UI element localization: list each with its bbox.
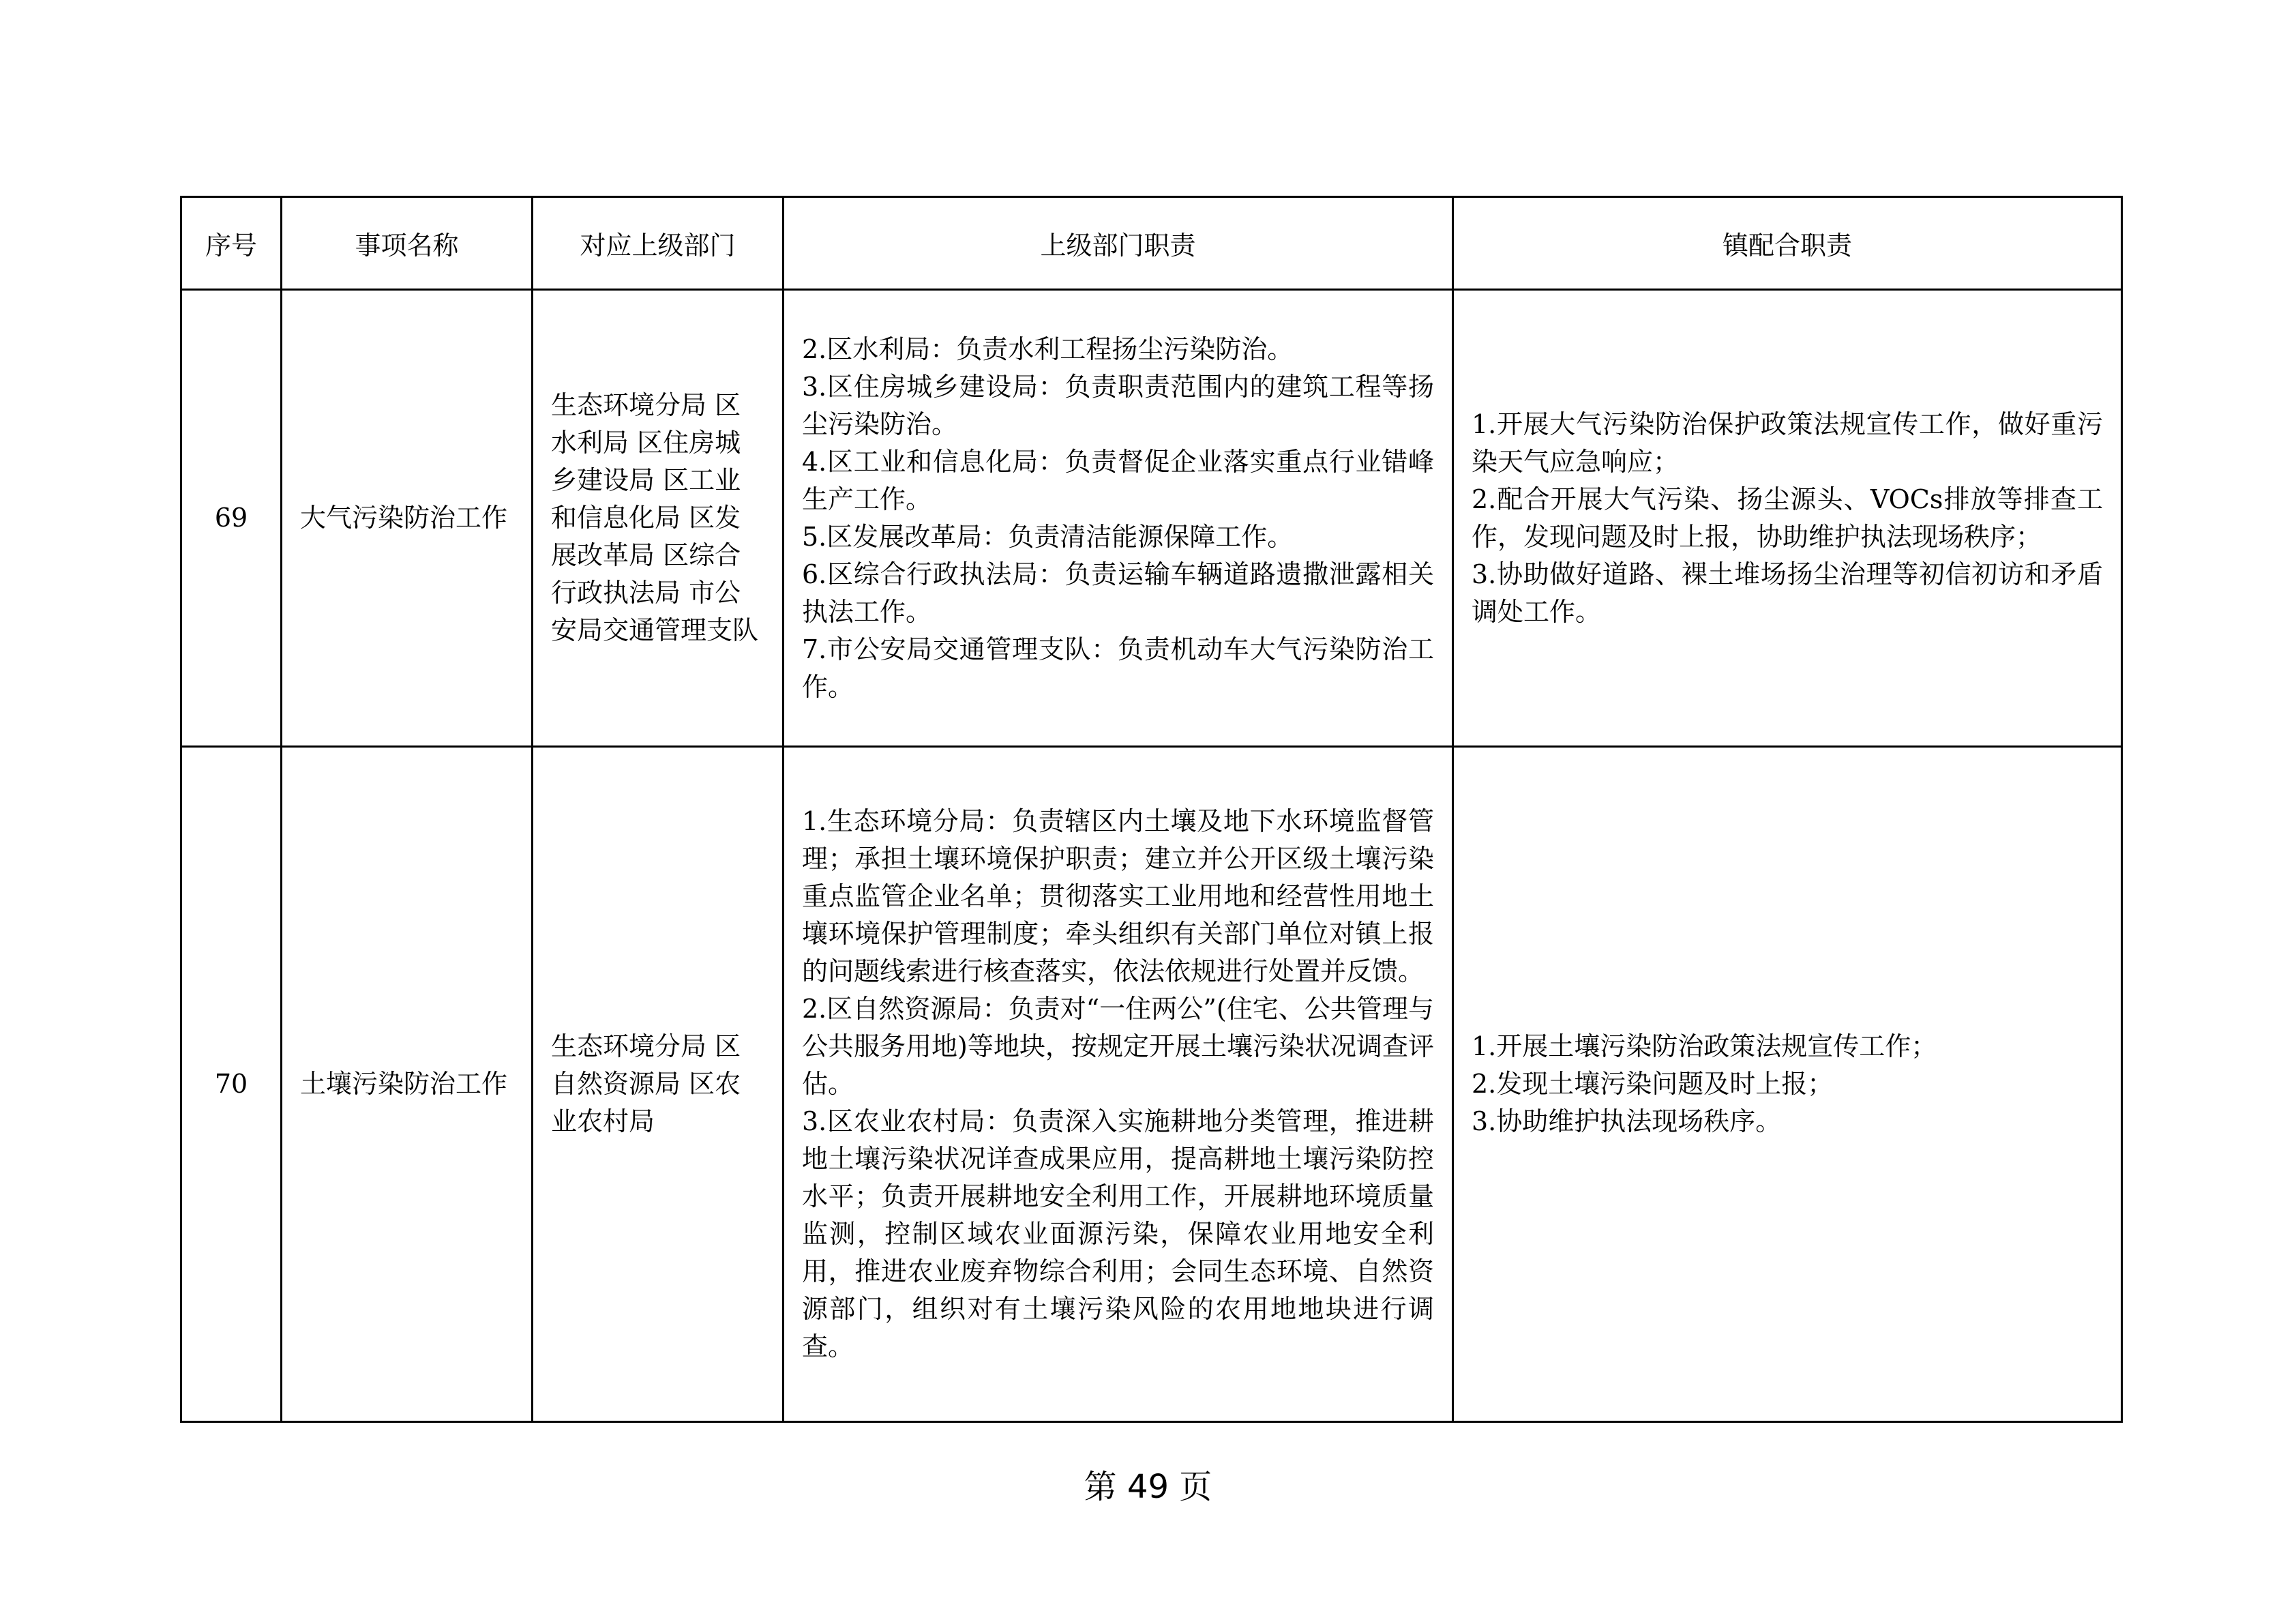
table-header-row (181, 197, 2122, 290)
duty-line: 2.发现土壤污染问题及时上报； (1472, 1069, 1834, 1099)
duty-line: 3.区农业农村局：负责深入实施耕地分类管理，推进耕地土壤污染状况详查成果应用，提高耕地土壤污染防控水平；负责开展耕地安全利用工作，开展耕地环境质量监测，控制区域农业面源污染，保障农业用地安全利用，推进农业废弃物综合利用；会同生态环境、自然资源部门，组织对有土壤污染风险的农用地地块进行调查。 (802, 1106, 1434, 1361)
header-no: 序号 (181, 197, 282, 290)
header-name: 事项名称 (282, 197, 533, 290)
duty-line: 1.开展土壤污染防治政策法规宣传工作； (1472, 1031, 1937, 1061)
duty-line: 2.区自然资源局：负责对“一住两公”(住宅、公共管理与公共服务用地)等地块，按规定开展土壤污染状况调查评估。 (802, 994, 1434, 1099)
page-suffix: 页 (1179, 1468, 1212, 1506)
duty-line: 2.区水利局：负责水利工程扬尘污染防治。 (802, 334, 1294, 364)
upper-department-duties (784, 747, 1453, 1422)
duty-line: 2.配合开展大气污染、扬尘源头、VOCs排放等排查工作，发现问题及时上报，协助维护执法现场秩序； (1472, 484, 2103, 552)
duty-table (180, 196, 2123, 1423)
page-number: 49 (1127, 1468, 1169, 1506)
duty-line: 3.协助维护执法现场秩序。 (1472, 1106, 1782, 1136)
header-upper-duty: 上级部门职责 (784, 197, 1453, 290)
duty-line: 1.生态环境分局：负责辖区内土壤及地下水环境监督管理；承担土壤环境保护职责；建立并公开区级土壤污染重点监管企业名单；贯彻落实工业用地和经营性用地土壤环境保护管理制度；牵头组织有关部门单位对镇上报的问题线索进行核查落实，依法依规进行处置并反馈。 (802, 806, 1434, 986)
duty-line: 3.区住房城乡建设局：负责职责范围内的建筑工程等扬尘污染防治。 (802, 371, 1434, 439)
duty-line: 5.区发展改革局：负责清洁能源保障工作。 (802, 521, 1294, 552)
upper-department: 生态环境分局 区水利局 区住房城乡建设局 区工业和信息化局 区发展改革局 区综合行政执法局 市公安局交通管理支队 (533, 290, 784, 747)
upper-department: 生态环境分局 区自然资源局 区农业农村局 (533, 747, 784, 1422)
row-number: 69 (181, 290, 282, 747)
town-cooperation-duties (1453, 290, 2122, 747)
page-prefix: 第 (1084, 1468, 1117, 1506)
duty-line: 1.开展大气污染防治保护政策法规宣传工作，做好重污染天气应急响应； (1472, 409, 2103, 477)
header-dept: 对应上级部门 (533, 197, 784, 290)
duty-line: 4.区工业和信息化局：负责督促企业落实重点行业错峰生产工作。 (802, 446, 1434, 514)
upper-department-duties (784, 290, 1453, 747)
table-row (181, 290, 2122, 747)
page-number-footer (0, 1466, 2296, 1507)
header-town-duty: 镇配合职责 (1453, 197, 2122, 290)
table-row (181, 747, 2122, 1422)
town-cooperation-duties (1453, 747, 2122, 1422)
item-name: 土壤污染防治工作 (282, 747, 533, 1422)
duty-line: 7.市公安局交通管理支队：负责机动车大气污染防治工作。 (802, 634, 1434, 702)
duty-line: 3.协助做好道路、裸土堆场扬尘治理等初信初访和矛盾调处工作。 (1472, 559, 2103, 627)
item-name: 大气污染防治工作 (282, 290, 533, 747)
duty-line: 6.区综合行政执法局：负责运输车辆道路遗撒泄露相关执法工作。 (802, 559, 1434, 627)
row-number: 70 (181, 747, 282, 1422)
